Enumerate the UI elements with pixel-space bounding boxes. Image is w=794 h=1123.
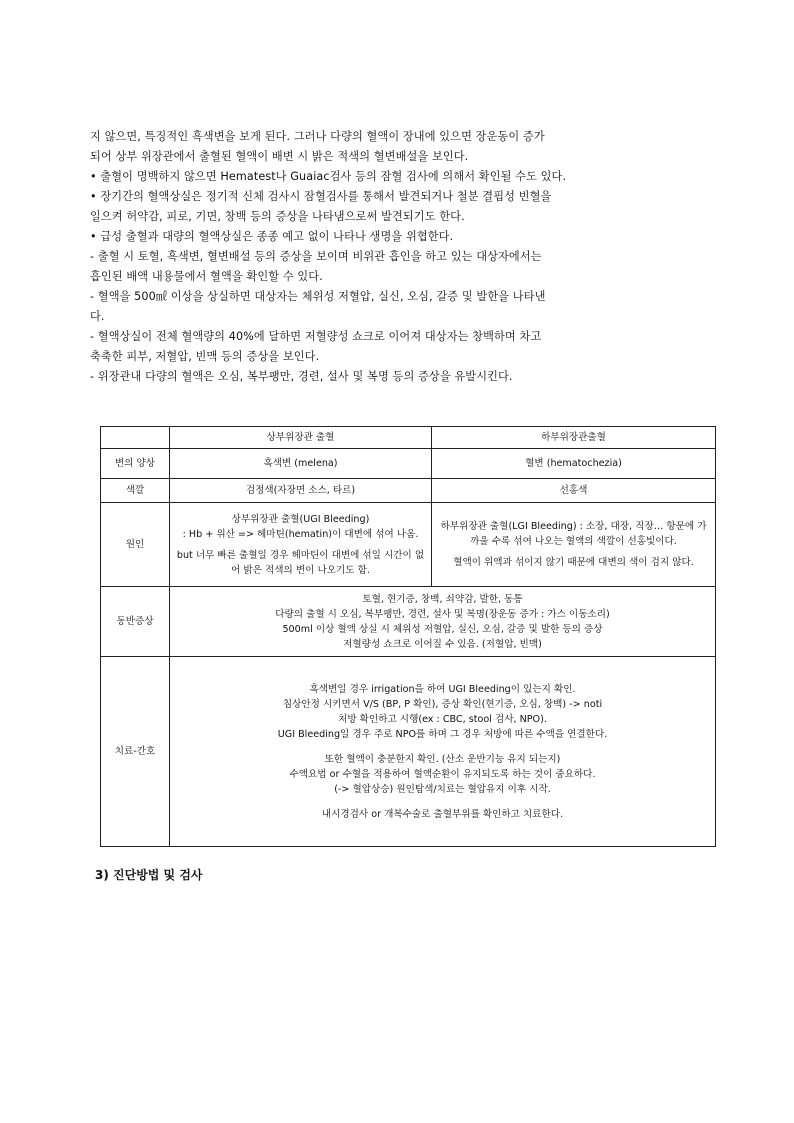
cause-lower [432,503,716,587]
stool-lower: 혈변 (hematochezia) [432,449,716,479]
symptoms-line: 저혈량성 쇼크로 이어질 수 있음. (저혈압, 빈맥) [343,638,542,650]
table-row [101,427,716,449]
treatment-line: 수액요법 or 수혈을 적용하여 혈액순환이 유지되도록 하는 것이 중요하다. [289,768,596,780]
body-line: 되어 상부 위장관에서 출혈된 혈액이 배변 시 밝은 적색의 혈변배설을 보인다. [90,150,469,163]
cause-upper-line: but 너무 빠른 출혈일 경우 헤마틴이 대변에 섞일 시간이 없어 밝은 적색의 변이 나오기도 함. [176,549,425,576]
stool-upper: 흑색변 (melena) [170,449,432,479]
row-label-stool: 변의 양상 [101,449,170,479]
row-label-treatment: 치료-간호 [101,657,170,847]
body-line: - 출혈 시 토혈, 흑색변, 혈변배설 등의 증상을 보이며 비위관 흡인을 하고 있는 대상자에서는 [90,250,542,263]
cause-upper-line: : Hb + 위산 => 헤마틴(hematin)이 대변에 섞여 나옴. [182,528,419,540]
row-label-symptoms: 동반증상 [101,587,170,657]
body-line: 흡인된 배액 내용물에서 혈액을 확인할 수 있다. [90,270,323,283]
body-line: - 혈액을 500㎖ 이상을 상실하면 대상자는 체위성 저혈압, 실신, 오심, 갈증 및 발한을 나타낸 [90,290,546,303]
symptoms-line: 다량의 출혈 시 오심, 복부팽만, 경련, 설사 및 복명(장운동 증가 : 가스 이동소리) [275,608,610,620]
treatment-line: 침상안정 시키면서 V/S (BP, P 확인), 증상 확인(현기증, 오심, 창백) -> noti [282,698,603,710]
treatment-spacer [174,797,711,807]
body-line: • 급성 출혈과 대량의 혈액상실은 종종 예고 없이 나타나 생명을 위협한다. [90,230,454,243]
symptoms-line: 500ml 이상 혈액 상실 시 체위성 저혈압, 실신, 오심, 갈증 및 발한 등의 증상 [282,623,603,635]
treatment-line: (-> 혈압상승) 원인탐색/치료는 혈압유지 이후 시작. [334,783,551,795]
cause-lower-line: 하부위장관 출혈(LGI Bleeding) : 소장, 대장, 직장… 항문에 가까울 수록 섞여 나오는 혈액의 색깔이 선홍빛이다. [440,521,707,547]
treatment-line: 흑색변일 경우 irrigation을 하여 UGI Bleeding이 있는지 확인. [309,683,576,695]
body-text [90,127,700,387]
treatment-line: 내시경검사 or 개복수술로 출혈부위를 확인하고 치료한다. [321,808,564,820]
header-upper-gi: 상부위장관 출혈 [170,427,432,449]
color-upper: 검정색(자장면 소스, 타르) [170,479,432,503]
body-line: 일으켜 허약감, 피로, 기면, 창백 등의 증상을 나타냄으로써 발견되기도 한다. [90,210,465,223]
table-row [101,503,716,587]
header-lower-gi: 하부위장관출혈 [432,427,716,449]
cause-upper-line: 상부위장관 출혈(UGI Bleeding) [231,513,370,525]
row-label-cause: 원인 [101,503,170,587]
bleeding-comparison-table [100,426,716,847]
table-corner-cell [101,427,170,449]
color-lower: 선홍색 [432,479,716,503]
table-row [101,449,716,479]
table-row [101,587,716,657]
cause-upper [170,503,432,587]
body-line: • 장기간의 혈액상실은 정기적 신체 검사시 잠혈검사를 통해서 발견되거나 철분 결핍성 빈혈을 [90,190,552,203]
cause-lower-line: 혈액이 위액과 섞이지 않기 때문에 대변의 색이 검지 않다. [453,557,694,568]
table-row [101,657,716,847]
symptoms-line: 토혈, 현기증, 창백, 쇠약감, 발한, 동통 [362,593,523,605]
body-line: - 위장관내 다량의 혈액은 오심, 복부팽만, 경련, 설사 및 복명 등의 증상을 유발시킨다. [90,370,513,383]
section-heading: 3) 진단방법 및 검사 [95,868,203,882]
symptoms-cell [170,587,716,657]
body-line: 다. [90,310,105,323]
body-line: • 출혈이 명백하지 않으면 Hematest나 Guaiac검사 등의 잠혈 검사에 의해서 확인될 수도 있다. [90,170,567,183]
treatment-line: UGI Bleeding일 경우 주로 NPO를 하며 그 경우 처방에 따른 수액을 연결한다. [277,728,608,740]
treatment-cell [170,657,716,847]
body-line: 지 않으면, 특징적인 흑색변을 보게 된다. 그러나 다량의 혈액이 장내에 있으면 장운동이 증가 [90,130,545,143]
body-line: - 혈액상실이 전체 혈액량의 40%에 달하면 저혈량성 쇼크로 이어져 대상자는 창백하며 차고 [90,330,542,343]
treatment-line: 또한 혈액이 충분한지 확인. (산소 운반기능 유지 되는지) [324,753,561,765]
body-line: 축축한 피부, 저혈압, 빈맥 등의 증상을 보인다. [90,350,320,363]
table-row [101,479,716,503]
treatment-spacer [174,742,711,752]
row-label-color: 색깔 [101,479,170,503]
treatment-line: 처방 확인하고 시행(ex : CBC, stool 검사, NPO). [338,713,547,725]
